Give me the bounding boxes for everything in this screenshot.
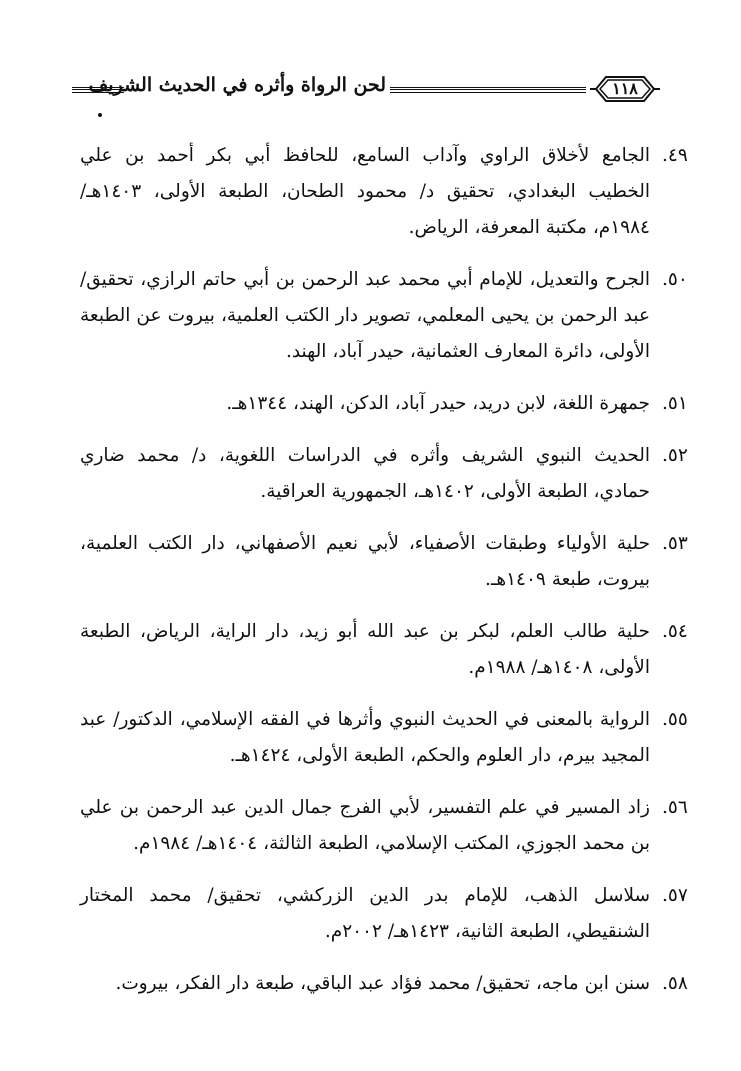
reference-item (80, 262, 688, 370)
reference-number: ٥٨. (662, 973, 688, 994)
reference-number: ٥٧. (662, 885, 688, 906)
reference-number: ٤٩. (662, 145, 688, 166)
running-header (72, 70, 662, 110)
reference-number: ٥٤. (662, 621, 688, 642)
header-rule-middle (390, 87, 586, 93)
reference-item (80, 438, 688, 510)
page-number-badge (590, 74, 660, 104)
reference-text: الجامع لأخلاق الراوي وآداب السامع، للحافظ أبي بكر أحمد بن علي الخطيب البغدادي، تحقيق د/ محمود الطحان، الطبعة الأولى، ١٤٠٣هـ/ ١٩٨٤م، مكتبة المعرفة، الرياض. (80, 145, 650, 238)
reference-text: الرواية بالمعنى في الحديث النبوي وأثرها في الفقه الإسلامي، الدكتور/ عبد المجيد بيرم، دار العلوم والحكم، الطبعة الأولى، ١٤٢٤هـ. (80, 709, 650, 766)
reference-text: جمهرة اللغة، لابن دريد، حيدر آباد، الدكن، الهند، ١٣٤٤هـ. (226, 393, 650, 414)
reference-number: ٥٥. (662, 709, 688, 730)
reference-number: ٥٣. (662, 533, 688, 554)
reference-text: الحديث النبوي الشريف وأثره في الدراسات اللغوية، د/ محمد ضاري حمادي، الطبعة الأولى، ١٤٠٢هـ، الجمهورية العراقية. (80, 445, 650, 502)
reference-item (80, 386, 688, 422)
reference-text: حلية الأولياء وطبقات الأصفياء، لأبي نعيم الأصفهاني، دار الكتب العلمية، بيروت، طبعة ١٤٠٩هـ. (80, 533, 650, 590)
ink-dot (98, 113, 102, 117)
reference-number: ٥١. (662, 393, 688, 414)
reference-item (80, 966, 688, 1002)
reference-text: سنن ابن ماجه، تحقيق/ محمد فؤاد عبد الباقي، طبعة دار الفكر، بيروت. (115, 973, 650, 994)
reference-item (80, 138, 688, 246)
reference-item (80, 790, 688, 862)
reference-item (80, 526, 688, 598)
reference-text: الجرح والتعديل، للإمام أبي محمد عبد الرحمن بن أبي حاتم الرازي، تحقيق/ عبد الرحمن بن يحيى المعلمي، تصوير دار الكتب العلمية، بيروت عن الطبعة الأولى، دائرة المعارف العثمانية، حيدر آباد، الهند. (80, 269, 650, 362)
reference-item (80, 614, 688, 686)
reference-item (80, 878, 688, 950)
reference-text: سلاسل الذهب، للإمام بدر الدين الزركشي، تحقيق/ محمد المختار الشنقيطي، الطبعة الثانية، ١٤٢٣هـ/ ٢٠٠٢م. (80, 885, 650, 942)
reference-text: زاد المسير في علم التفسير، لأبي الفرج جمال الدين عبد الرحمن بن علي بن محمد الجوزي، المكتب الإسلامي، الطبعة الثالثة، ١٤٠٤هـ/ ١٩٨٤م. (80, 797, 650, 854)
header-title: لحن الرواة وأثره في الحديث الشريف (88, 74, 386, 96)
reference-number: ٥٦. (662, 797, 688, 818)
reference-number: ٥٠. (662, 269, 688, 290)
reference-text: حلية طالب العلم، لبكر بن عبد الله أبو زيد، دار الراية، الرياض، الطبعة الأولى، ١٤٠٨هـ/ ١٩٨٨م. (80, 621, 650, 678)
reference-number: ٥٢. (662, 445, 688, 466)
reference-item (80, 702, 688, 774)
reference-list (80, 138, 688, 1018)
page-number: ١١٨ (612, 79, 638, 98)
